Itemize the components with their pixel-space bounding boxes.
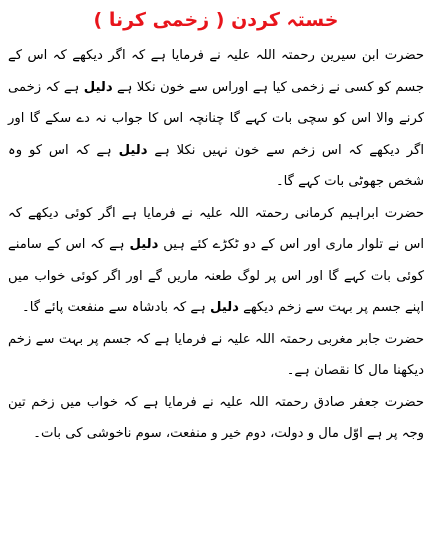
paragraph-text: حضرت ابن سیرین رحمتہ اللہ علیہ نے فرمایا ہے کہ اگر دیکھے کہ اس کے جسم کو کسی نے زخمی کیا ہے اوراس سے خون نکلا ہے	[8, 48, 425, 95]
paragraph-text: حضرت جابر مغربی رحمتہ اللہ علیہ نے فرمایا ہے کہ جسم پر بہت سے زخم دیکھنا مال کا نقصان ہے۔	[8, 331, 424, 378]
paragraph-text: حضرت ابراہیم کرمانی رحمتہ اللہ علیہ نے فرمایا ہے اگر کوئی دیکھے کہ اس نے تلوار ماری اور اس کے دو ٹکڑے کئے ہیں	[8, 205, 424, 252]
paragraph-text: ہے کہ زخمی کرنے والا اس کو سچی بات کہے گا چنانچہ اس کا جواب نہ دے سکے گا اور اگر دیکھے کہ اس زخم سے خون نہیں نکلا ہے	[8, 79, 424, 158]
paragraph-ibn-sirin	[8, 40, 424, 198]
paragraph-text: حضرت جعفر صادق رحمتہ اللہ علیہ نے فرمایا ہے کہ خواب میں زخم تین وجہ پر ہے اوّل مال و دولت، دوم خیر و منفعت، سوم ناخوشی کی بات۔	[8, 394, 424, 441]
paragraph-text: ہے کہ اس کے سامنے کوئی بات کہے گا اور اس پر لوگ طعنہ ماریں گے اور اگر کوئی خواب میں اپنے جسم پر بہت سے زخم دیکھے	[8, 237, 424, 315]
paragraph-jafar-sadiq	[8, 387, 424, 450]
paragraph-text: ہے کہ بادشاہ سے منفعت پائے گا۔	[21, 300, 211, 315]
paragraph-jabir-maghribi	[8, 324, 424, 387]
keyword-dalil: دلیل	[83, 79, 113, 95]
paragraph-ibrahim-kirmani	[8, 198, 424, 324]
paragraph-text: ہے کہ اس کو وہ شخص جھوٹی بات کہے گا۔	[8, 142, 424, 189]
keyword-dalil: دلیل	[210, 300, 239, 315]
page-title: خستہ کردن ( زخمی کرنا )	[93, 9, 339, 31]
keyword-dalil: دلیل	[129, 237, 159, 252]
keyword-dalil: دلیل	[118, 142, 148, 158]
